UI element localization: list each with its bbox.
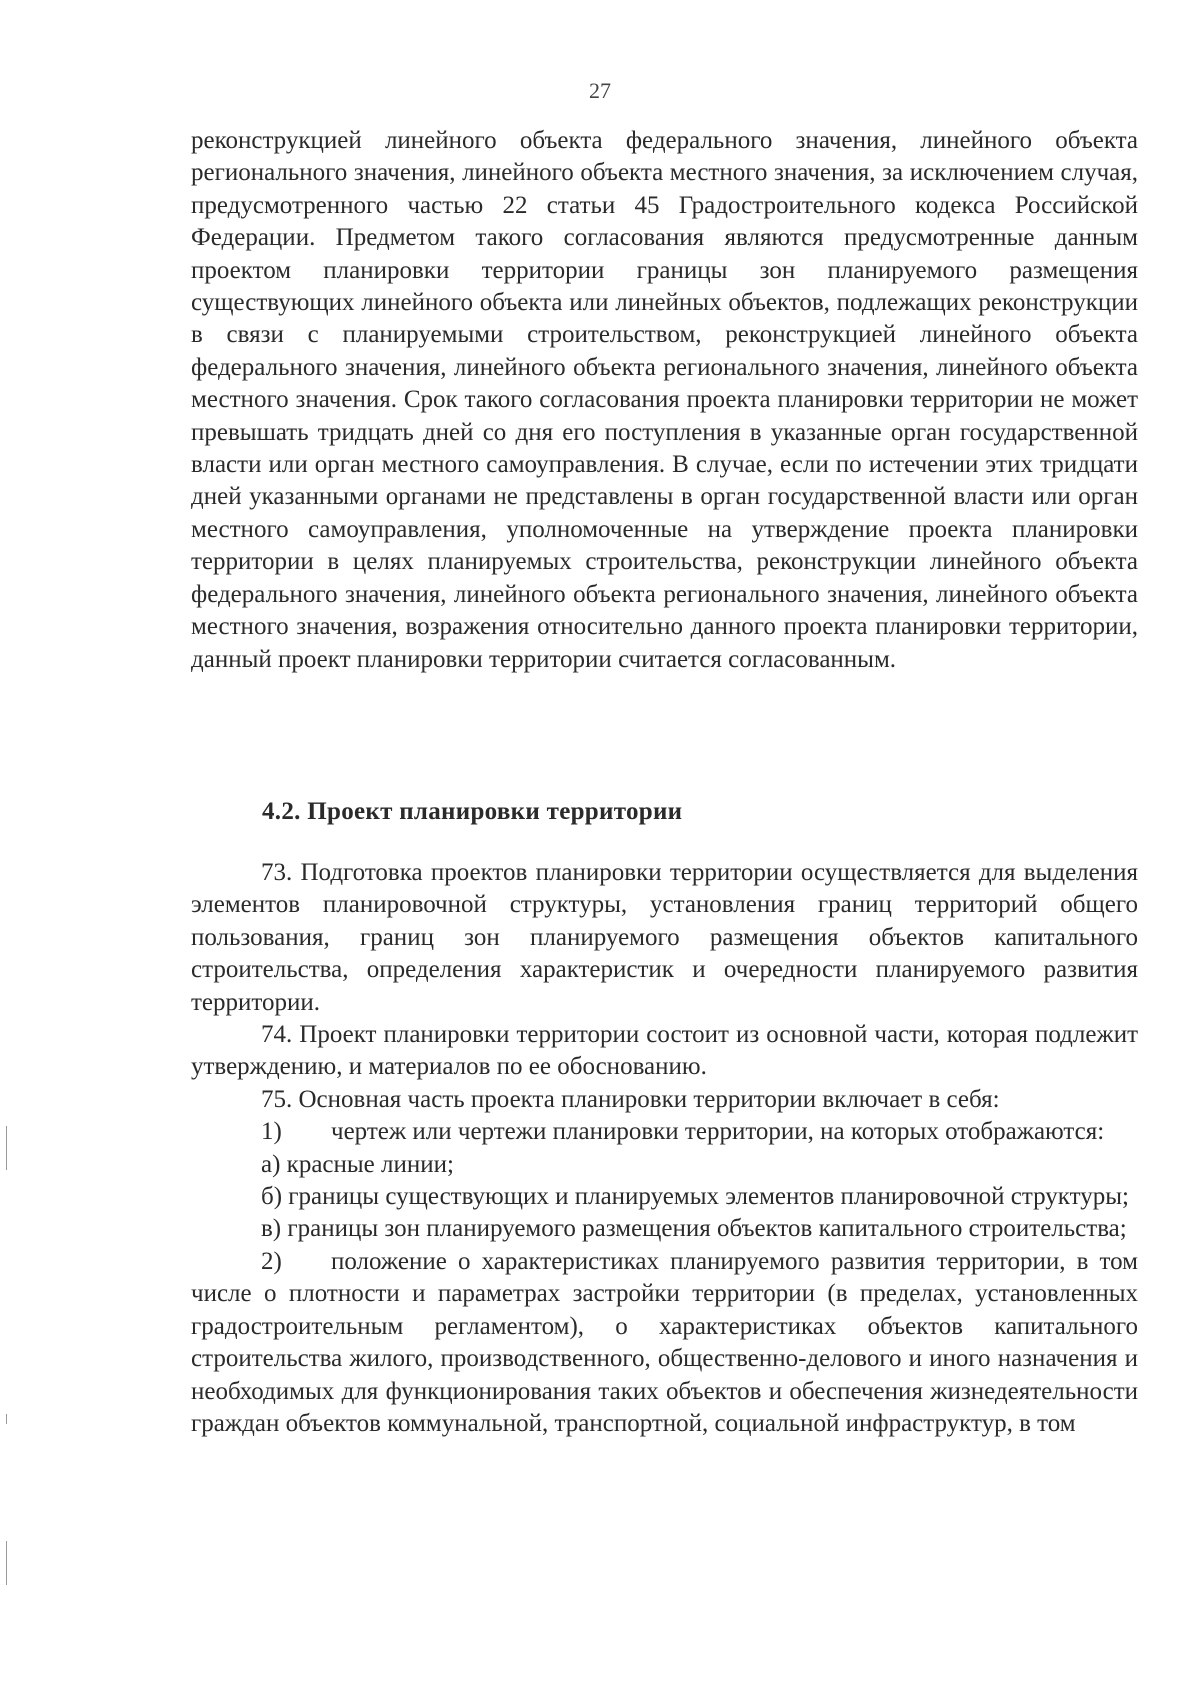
subitem-number: 1) — [261, 1118, 282, 1146]
subitem-number: в) — [261, 1215, 282, 1243]
subitem-2 — [191, 1246, 1138, 1440]
intro-paragraph: реконструкцией линейного объекта федерального значения, линейного объекта регионального значения, линейного объекта местного значения, за исключением случая, предусмотренного частью 22 статьи 45 Градостроительного кодекса Российской Федерации. Предметом такого согласования являются предусмотренные данным проектом планировки территории границы зон планируемого размещения существующих линейного объекта или линейных объектов, подлежащих реконструкции в связи с планируемыми строительством, реконструкцией линейного объекта федерального значения, линейного объекта регионального значения, линейного объекта местного значения. Срок такого согласования проекта планировки территории не может превышать тридцать дней со дня его поступления в указанные орган государственной власти или орган местного самоуправления. В случае, если по истечении этих тридцати дней указанными органами не представлены в орган государственной власти или орган местного самоуправления, уполномоченные на утверждение проекта планировки территории в целях планируемых строительства, реконструкции линейного объекта федерального значения, линейного объекта регионального значения, линейного объекта местного значения, возражения относительно данного проекта планировки территории, данный проект планировки территории считается согласованным. — [191, 127, 1138, 673]
subitem-number: б) — [261, 1183, 283, 1211]
subitem-number: 2) — [261, 1247, 282, 1275]
item-73 — [191, 857, 1138, 1019]
item-text: Подготовка проектов планировки территории осуществляется для выделения элементов планировочной структуры, установления границ территорий общего пользования, границ зон планируемого размещения объектов капитального строительства, определения характеристик и очередности планируемого развития территории. — [191, 859, 1138, 1016]
item-74 — [191, 1019, 1138, 1084]
scan-margin-mark — [6, 1541, 7, 1585]
subitem-number: а) — [261, 1150, 281, 1178]
subitem-1 — [191, 1116, 1138, 1148]
scan-margin-mark — [6, 1126, 7, 1170]
subitem-v — [191, 1213, 1138, 1245]
item-number: 73. — [261, 859, 293, 886]
subitem-text: границы существующих и планируемых элементов планировочной структуры; — [288, 1183, 1129, 1211]
item-75 — [191, 1084, 1138, 1116]
body-text-bottom — [191, 857, 1138, 1440]
item-text: Основная часть проекта планировки территории включает в себя: — [298, 1085, 1000, 1113]
item-number: 74. — [261, 1021, 293, 1049]
subitem-text: красные линии; — [286, 1150, 454, 1178]
item-text: Проект планировки территории состоит из основной части, которая подлежит утверждению, и материалов по ее обоснованию. — [191, 1021, 1139, 1081]
item-number: 75. — [261, 1085, 293, 1113]
page-number: 27 — [589, 78, 611, 103]
subitem-b — [191, 1181, 1138, 1213]
subitem-text: границы зон планируемого размещения объектов капитального строительства; — [287, 1215, 1127, 1243]
section-heading: 4.2. Проект планировки территории — [262, 798, 683, 825]
scan-margin-mark — [6, 1414, 7, 1424]
subitem-text: положение о характеристиках планируемого развития территории, в том числе о плотности и параметрах застройки территории (в пределах, установленных градостроительным регламентом), о характеристиках объектов капитального строительства жилого, производственного, общественно-делового и иного назначения и необходимых для функционирования таких объектов и обеспечения жизнедеятельности граждан объектов коммунальной, транспортной, социальной инфраструктур, в том — [191, 1247, 1138, 1437]
body-text-top — [191, 125, 1138, 676]
subitem-text: чертеж или чертежи планировки территории, на которых отображаются: — [331, 1118, 1105, 1146]
subitem-a — [191, 1149, 1138, 1181]
